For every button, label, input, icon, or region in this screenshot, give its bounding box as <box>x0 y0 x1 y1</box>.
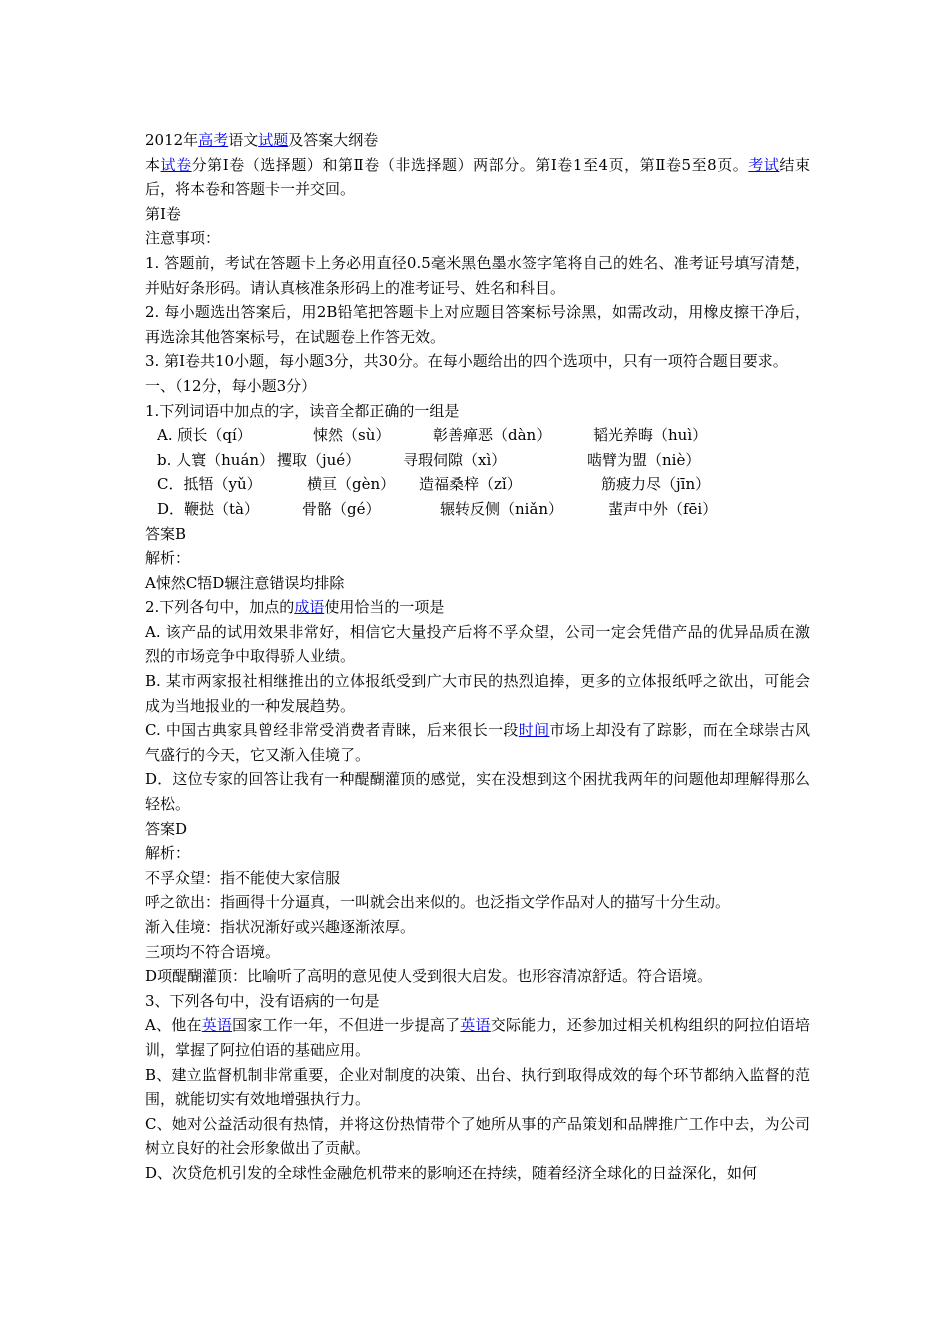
link-yingyu[interactable]: 英语 <box>201 1016 233 1035</box>
question-1-option-row <box>145 497 810 522</box>
option-item: 韬光养晦（huì） <box>593 426 708 445</box>
notice-item: 3. 第Ⅰ卷共10小题，每小题3分，共30分。在每小题给出的四个选项中，只有一项符合题目要求。 <box>145 352 788 371</box>
option-text: 国家工作一年，不但进一步提高了 <box>232 1016 461 1035</box>
option-item: 辗转反侧（niǎn） <box>440 499 564 518</box>
question-2-option-a: A. 该产品的试用效果非常好，相信它大量投产后将不孚众望，公司一定会凭借产品的优异品质在激烈的市场竞争中取得骄人业绩。 <box>145 622 810 666</box>
option-item: 悚然（sù） <box>313 426 391 445</box>
option-item: 寻瑕伺隙（xì） <box>403 450 507 469</box>
question-2-analysis-line: 渐入佳境：指状况渐好或兴趣逐渐浓厚。 <box>145 918 416 936</box>
part-heading: 第Ⅰ卷 <box>145 204 181 223</box>
link-yingyu[interactable]: 英语 <box>460 1016 491 1035</box>
question-2-analysis-line: 呼之欲出：指画得十分逼真，一叫就会出来似的。也泛指文学作品对人的描写十分生动。 <box>145 893 731 912</box>
question-2-option-c <box>145 718 810 767</box>
option-item: 蜚声中外（fēi） <box>608 499 718 518</box>
option-item: 啮臂为盟（niè） <box>587 450 701 469</box>
question-2-stem <box>145 595 810 620</box>
link-gaokao[interactable]: 高考 <box>198 131 229 149</box>
question-1-analysis: A悚然C牾D辗注意错误均排除 <box>145 573 345 592</box>
question-2-answer: 答案D <box>145 819 188 838</box>
question-1-analysis-label: 解析： <box>145 549 191 568</box>
question-2-analysis-line: 不孚众望：指不能使大家信服 <box>145 868 341 887</box>
option-text: 交际能力，还参加过相关机构组织的阿拉伯语培训，掌握了阿拉伯语的基础应用。 <box>145 1016 810 1059</box>
title-text: 及答案大纲卷 <box>288 131 379 149</box>
option-item: C．抵牾（yǔ） <box>157 475 262 494</box>
option-text: C. 中国古典家具曾经非常受消费者青睐，后来很长一段 <box>145 721 519 740</box>
option-item: 攫取（jué） <box>277 450 361 469</box>
option-item: 横亘（gèn） <box>307 475 396 494</box>
option-item: A. 颀长（qí） <box>157 426 252 445</box>
notice-item: 2. 每小题选出答案后，用2B铅笔把答题卡上对应题目答案标号涂黑，如需改动，用橡皮擦干净后，再选涂其他答案标号，在试题卷上作答无效。 <box>145 303 810 346</box>
question-2-option-d: D．这位专家的回答让我有一种醍醐灌顶的感觉，实在没想到这个困扰我两年的问题他却理解得那么轻松。 <box>145 770 810 814</box>
question-3-stem: 3、下列各句中，没有语病的一句是 <box>145 991 380 1010</box>
intro-text: 本 <box>145 155 161 174</box>
link-shijuan[interactable]: 试卷 <box>160 155 192 174</box>
option-item: 骨骼（gé） <box>302 499 381 518</box>
question-1-option-row <box>145 423 810 448</box>
question-3-option-c: C、她对公益活动很有热情，并将这份热情带个了她所从事的产品策划和品牌推广工作中去，为公司树立良好的社会形象做出了贡献。 <box>145 1114 810 1158</box>
question-3-option-a <box>145 1013 810 1062</box>
stem-text: 2.下列各句中，加点的 <box>145 598 295 617</box>
option-text: A、他在 <box>145 1016 202 1035</box>
question-1-stem: 1.下列词语中加点的字，读音全都正确的一组是 <box>145 401 460 420</box>
link-shiti[interactable]: 试题 <box>258 131 289 149</box>
option-text: 市场上却没有了踪影，而在全球崇古风气盛行的今天，它又渐入佳境了。 <box>145 721 810 764</box>
question-1-option-row <box>145 472 810 497</box>
option-item: 彰善瘅恶（dàn） <box>433 426 552 445</box>
document-title <box>145 128 810 153</box>
question-1-option-row <box>145 448 810 473</box>
option-item: 造福桑梓（zǐ） <box>419 475 522 494</box>
intro-text: 分第Ⅰ卷（选择题）和第Ⅱ卷（非选择题）两部分。第Ⅰ卷1至4页，第Ⅱ卷5至8页。 <box>191 155 749 174</box>
document-page <box>145 128 810 1186</box>
question-2-option-b: B. 某市两家报社相继推出的立体报纸受到广大市民的热烈追捧，更多的立体报纸呼之欲出，可能会成为当地报业的一种发展趋势。 <box>145 672 810 715</box>
notice-item: 1. 答题前，考试在答题卡上务必用直径0.5毫米黑色墨水签字笔将自己的姓名、准考证号填写清楚，并贴好条形码。请认真核准条形码上的准考证号、姓名和科目。 <box>145 253 810 297</box>
section-heading: 一、（12分，每小题3分） <box>145 376 317 395</box>
title-text: 2012年 <box>145 131 199 149</box>
question-3-option-d: D、次贷危机引发的全球性金融危机带来的影响还在持续，随着经济全球化的日益深化，如何 <box>145 1163 758 1182</box>
question-2-analysis-label: 解析： <box>145 844 191 863</box>
link-chengyu[interactable]: 成语 <box>294 598 325 617</box>
link-kaoshi[interactable]: 考试 <box>748 155 780 174</box>
option-item: D．鞭挞（tà） <box>157 499 259 518</box>
notice-heading: 注意事项： <box>145 229 221 248</box>
question-1-answer: 答案B <box>145 524 187 543</box>
link-shijian[interactable]: 时间 <box>518 721 550 740</box>
option-item: b. 人寰（huán） <box>157 450 275 469</box>
option-item: 筋疲力尽（jīn） <box>601 475 711 494</box>
intro-paragraph <box>145 153 810 202</box>
question-2-analysis-line: D项醍醐灌顶：比喻听了高明的意见使人受到很大启发。也形容清凉舒适。符合语境。 <box>145 967 713 986</box>
stem-text: 使用恰当的一项是 <box>324 598 445 617</box>
intro-text: 结束后，将本卷和答题卡一并交回。 <box>145 155 810 199</box>
question-3-option-b: B、建立监督机制非常重要，企业对制度的决策、出台、执行到取得成效的每个环节都纳入监督的范围，就能切实有效地增强执行力。 <box>145 1065 810 1109</box>
question-2-analysis-line: 三项均不符合语境。 <box>145 942 281 961</box>
title-text: 语文 <box>228 131 259 149</box>
